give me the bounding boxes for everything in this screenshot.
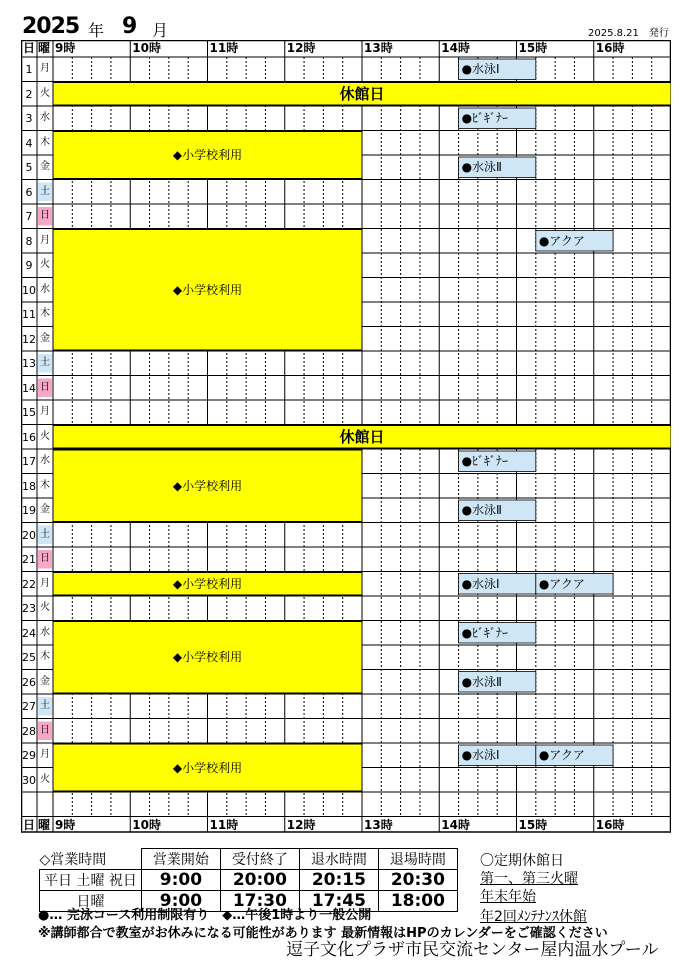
school-use-label: ◆小学校利用: [172, 478, 243, 493]
month: 9: [122, 14, 138, 39]
day-of-week: 土: [40, 185, 50, 197]
day-number: 8: [25, 234, 33, 248]
sunday-exit: 18:00: [378, 891, 457, 912]
day-of-week: 金: [40, 161, 50, 172]
day-of-week: 火: [40, 87, 50, 99]
footer-hour-label: 13時: [364, 817, 393, 832]
sunday-reception: 17:30: [220, 891, 299, 912]
day-of-week: 日: [40, 724, 50, 736]
business-hours-table: [39, 848, 458, 912]
closing-rule-1: 第一、第三火曜: [480, 871, 578, 887]
day-number: 29: [22, 749, 36, 762]
school-use-label: ◆小学校利用: [172, 148, 243, 162]
day-of-week: 日: [40, 553, 50, 564]
col-exit: 退場時間: [378, 849, 457, 870]
day-number: 24: [22, 626, 36, 640]
day-number: 13: [22, 357, 36, 370]
lesson-label: ●アクア: [538, 748, 585, 762]
col-reception: 受付終了: [220, 849, 299, 870]
header-hour-label: 15時: [518, 41, 548, 55]
day-number: 10: [22, 283, 36, 297]
day-number: 25: [22, 651, 36, 664]
day-number: 28: [22, 724, 36, 738]
weekday-exit: 20:30: [378, 870, 457, 891]
header-hour-label: 12時: [286, 41, 316, 55]
footer-hour-label: 16時: [595, 817, 625, 832]
footer-hour-label: 10時: [132, 817, 161, 832]
day-of-week: 土: [40, 528, 50, 540]
lesson-label: ●アクア: [538, 233, 585, 248]
header-hour-label: 11時: [209, 41, 239, 55]
pool-schedule-calendar: [21, 40, 671, 843]
sunday-open: 9:00: [141, 891, 220, 912]
lesson-label: ●水泳Ⅱ: [461, 674, 502, 689]
day-number: 19: [22, 504, 36, 517]
day-number: 11: [22, 308, 36, 321]
header-day-label: 日: [23, 41, 36, 55]
day-of-week: 木: [40, 651, 50, 662]
day-of-week: 月: [40, 577, 50, 589]
day-number: 16: [22, 430, 36, 444]
day-of-week: 土: [40, 357, 50, 368]
sunday-exit-water: 17:45: [299, 891, 378, 912]
day-number: 20: [22, 528, 36, 542]
footer-day-label: 日: [23, 817, 36, 832]
weekday-reception: 20:00: [220, 870, 299, 891]
closed-day-label: 休館日: [339, 427, 385, 446]
instructor-note: ※講師都合で教室がお休みになる可能性があります 最新情報はHPのカレンダーをご確認ください: [38, 926, 608, 941]
year: 2025: [22, 14, 80, 39]
day-number: 14: [22, 381, 36, 395]
issued-date: 2025.8.21 発行: [588, 28, 669, 39]
day-number: 26: [22, 675, 36, 689]
school-use-label: ◆小学校利用: [172, 282, 243, 297]
day-of-week: 水: [40, 626, 50, 638]
row-sunday-label: 日曜: [40, 891, 142, 912]
year-suffix: 年: [88, 21, 105, 40]
col-exit-water: 退水時間: [299, 849, 378, 870]
day-number: 23: [22, 602, 36, 615]
day-of-week: 日: [40, 381, 50, 393]
day-number: 15: [22, 406, 36, 419]
day-of-week: 土: [40, 700, 50, 711]
lesson-label: ●水泳Ⅱ: [461, 503, 502, 517]
day-of-week: 水: [40, 283, 50, 295]
day-number: 30: [22, 773, 36, 787]
facility-name: 逗子文化プラザ市民交流センター屋内温水プール: [286, 940, 659, 960]
lesson-label: ●水泳Ⅰ: [461, 576, 500, 591]
day-of-week: 水: [40, 455, 50, 466]
day-number: 27: [22, 700, 36, 713]
weekday-open: 9:00: [141, 870, 220, 891]
day-number: 21: [22, 553, 36, 566]
lesson-label: ●アクア: [538, 576, 585, 591]
day-of-week: 月: [40, 749, 50, 760]
footer-hour-label: 14時: [441, 817, 470, 832]
day-number: 22: [22, 577, 36, 591]
header-hour-label: 14時: [441, 41, 470, 55]
header-hour-label: 16時: [595, 41, 625, 55]
day-of-week: 金: [40, 332, 50, 344]
day-of-week: 金: [40, 675, 50, 687]
header-hour-label: 10時: [132, 41, 161, 55]
lesson-label: ●水泳Ⅰ: [461, 62, 500, 76]
footer-hour-label: 15時: [518, 817, 548, 832]
day-number: 7: [25, 210, 33, 223]
day-number: 9: [25, 259, 33, 272]
day-number: 4: [25, 136, 33, 150]
day-number: 18: [22, 479, 36, 493]
footer-hour-label: 12時: [286, 817, 316, 832]
day-of-week: 水: [40, 112, 50, 123]
day-number: 5: [25, 161, 33, 174]
col-open: 営業開始: [141, 849, 220, 870]
day-of-week: 火: [40, 259, 50, 270]
lesson-label: ●水泳Ⅰ: [461, 748, 500, 762]
footer-dow-label: 曜: [38, 817, 51, 832]
day-number: 12: [22, 332, 36, 346]
day-number: 3: [25, 112, 33, 125]
day-of-week: 月: [40, 406, 50, 417]
footer-hour-label: 11時: [209, 817, 239, 832]
header-hour-label: 13時: [364, 41, 393, 55]
closing-title: 〇定期休館日: [480, 853, 564, 869]
header-dow-label: 曜: [38, 41, 51, 55]
hours-title: ◇営業時間: [39, 851, 107, 868]
day-of-week: 月: [40, 234, 50, 246]
day-of-week: 火: [40, 430, 50, 442]
lesson-label: ●ﾋﾞｷﾞﾅｰ: [461, 111, 509, 125]
lesson-label: ●水泳Ⅱ: [461, 160, 502, 174]
day-number: 2: [25, 87, 33, 101]
month-suffix: 月: [152, 21, 169, 40]
header-hour-label: 9時: [55, 41, 76, 55]
day-number: 1: [25, 63, 33, 76]
closing-rule-2: 年末年始: [480, 889, 536, 905]
day-of-week: 金: [40, 504, 50, 515]
closed-day-label: 休館日: [339, 84, 385, 103]
day-of-week: 火: [40, 602, 50, 613]
closing-rule-3: 年2回ﾒﾝﾃﾅﾝｽ休館: [480, 909, 587, 925]
school-use-label: ◆小学校利用: [172, 576, 243, 591]
day-of-week: 日: [40, 210, 50, 221]
day-of-week: 月: [40, 63, 50, 74]
day-number: 17: [22, 455, 36, 468]
lesson-label: ●ﾋﾞｷﾞﾅｰ: [461, 625, 509, 640]
lesson-label: ●ﾋﾞｷﾞﾅｰ: [461, 454, 509, 468]
school-use-label: ◆小学校利用: [172, 760, 243, 775]
day-of-week: 木: [40, 308, 50, 319]
school-use-label: ◆小学校利用: [172, 650, 243, 665]
row-weekday-label: 平日 土曜 祝日: [40, 870, 142, 891]
day-number: 6: [25, 185, 33, 199]
legend: ●… 完泳コース利用制限有り ◆…午後1時より一般公開: [38, 908, 372, 923]
day-of-week: 木: [40, 479, 50, 491]
day-of-week: 火: [40, 773, 50, 785]
day-of-week: 木: [40, 136, 50, 148]
weekday-exit-water: 20:15: [299, 870, 378, 891]
footer-hour-label: 9時: [55, 817, 76, 832]
